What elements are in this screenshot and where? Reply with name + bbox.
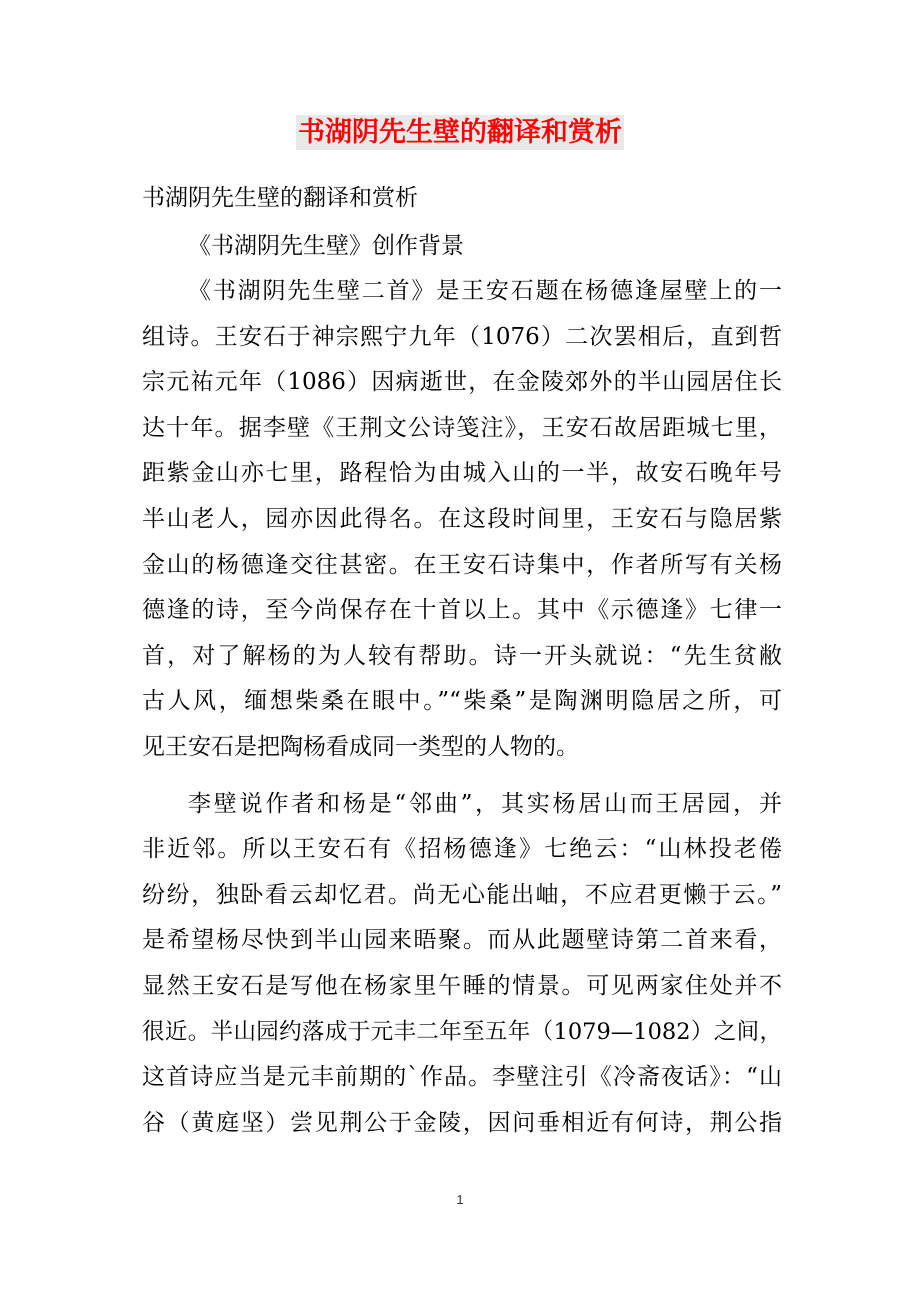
paragraph-line: 距紫金山亦七里，路程恰为由城入山的一半，故安石晚年号 bbox=[142, 460, 782, 487]
section-heading: 《书湖阴先生壁》创作背景 bbox=[188, 233, 464, 259]
paragraph-line: 很近。半山园约落成于元丰二年至五年（1079—1082）之间， bbox=[142, 1018, 782, 1045]
paragraph-line: 纷纷，独卧看云却忆君。尚无心能出岫，不应君更懒于云。” bbox=[142, 881, 782, 908]
paragraph-line: 古人风，缅想柴桑在眼中。”“柴桑”是陶渊明隐居之所，可 bbox=[142, 688, 782, 715]
paragraph-line: 半山老人，园亦因此得名。在这段时间里，王安石与隐居紫 bbox=[142, 505, 782, 532]
paragraph-1 bbox=[142, 269, 782, 771]
paragraph-line: 李壁说作者和杨是“邻曲”，其实杨居山而王居园，并 bbox=[188, 790, 782, 817]
paragraph-line: 首，对了解杨的为人较有帮助。诗一开头就说：“先生贫敝 bbox=[142, 642, 782, 669]
document-body bbox=[142, 176, 782, 1146]
paragraph-line: 组诗。王安石于神宗熙宁九年（1076）二次罢相后，直到哲 bbox=[142, 323, 782, 350]
paragraph-line: 见王安石是把陶杨看成同一类型的人物的。 bbox=[142, 733, 579, 760]
paragraph-line: 德逢的诗，至今尚保存在十首以上。其中《示德逢》七律一 bbox=[142, 597, 782, 624]
paragraph-line: 非近邻。所以王安石有《招杨德逢》七绝云：“山林投老倦 bbox=[142, 836, 782, 863]
paragraph-line: 宗元祐元年（1086）因病逝世，在金陵郊外的半山园居住长 bbox=[142, 369, 782, 396]
paragraph-line: 《书湖阴先生壁二首》是王安石题在杨德逢屋壁上的一 bbox=[188, 278, 782, 304]
paragraph-2 bbox=[142, 782, 782, 1147]
paragraph-line: 谷（黄庭坚）尝见荆公于金陵，因问垂相近有何诗，荆公指 bbox=[142, 1109, 782, 1136]
paragraph-line: 显然王安石是写他在杨家里午睡的情景。可见两家住处并不 bbox=[142, 972, 782, 999]
paragraph-line: 这首诗应当是元丰前期的`作品。李壁注引《冷斋夜话》：“山 bbox=[142, 1064, 782, 1091]
paragraph-line: 达十年。据李壁《王荆文公诗笺注》，王安石故居距城七里， bbox=[142, 414, 782, 441]
document-title bbox=[0, 113, 920, 153]
document-subtitle: 书湖阴先生壁的翻译和赏析 bbox=[142, 185, 418, 211]
page-number: 1 bbox=[456, 1192, 464, 1207]
paragraph-line: 是希望杨尽快到半山园来晤聚。而从此题壁诗第二首来看， bbox=[142, 927, 782, 954]
document-title-text: 书湖阴先生壁的翻译和赏析 bbox=[298, 117, 622, 148]
paragraph-line: 金山的杨德逢交往甚密。在王安石诗集中，作者所写有关杨 bbox=[142, 551, 782, 578]
